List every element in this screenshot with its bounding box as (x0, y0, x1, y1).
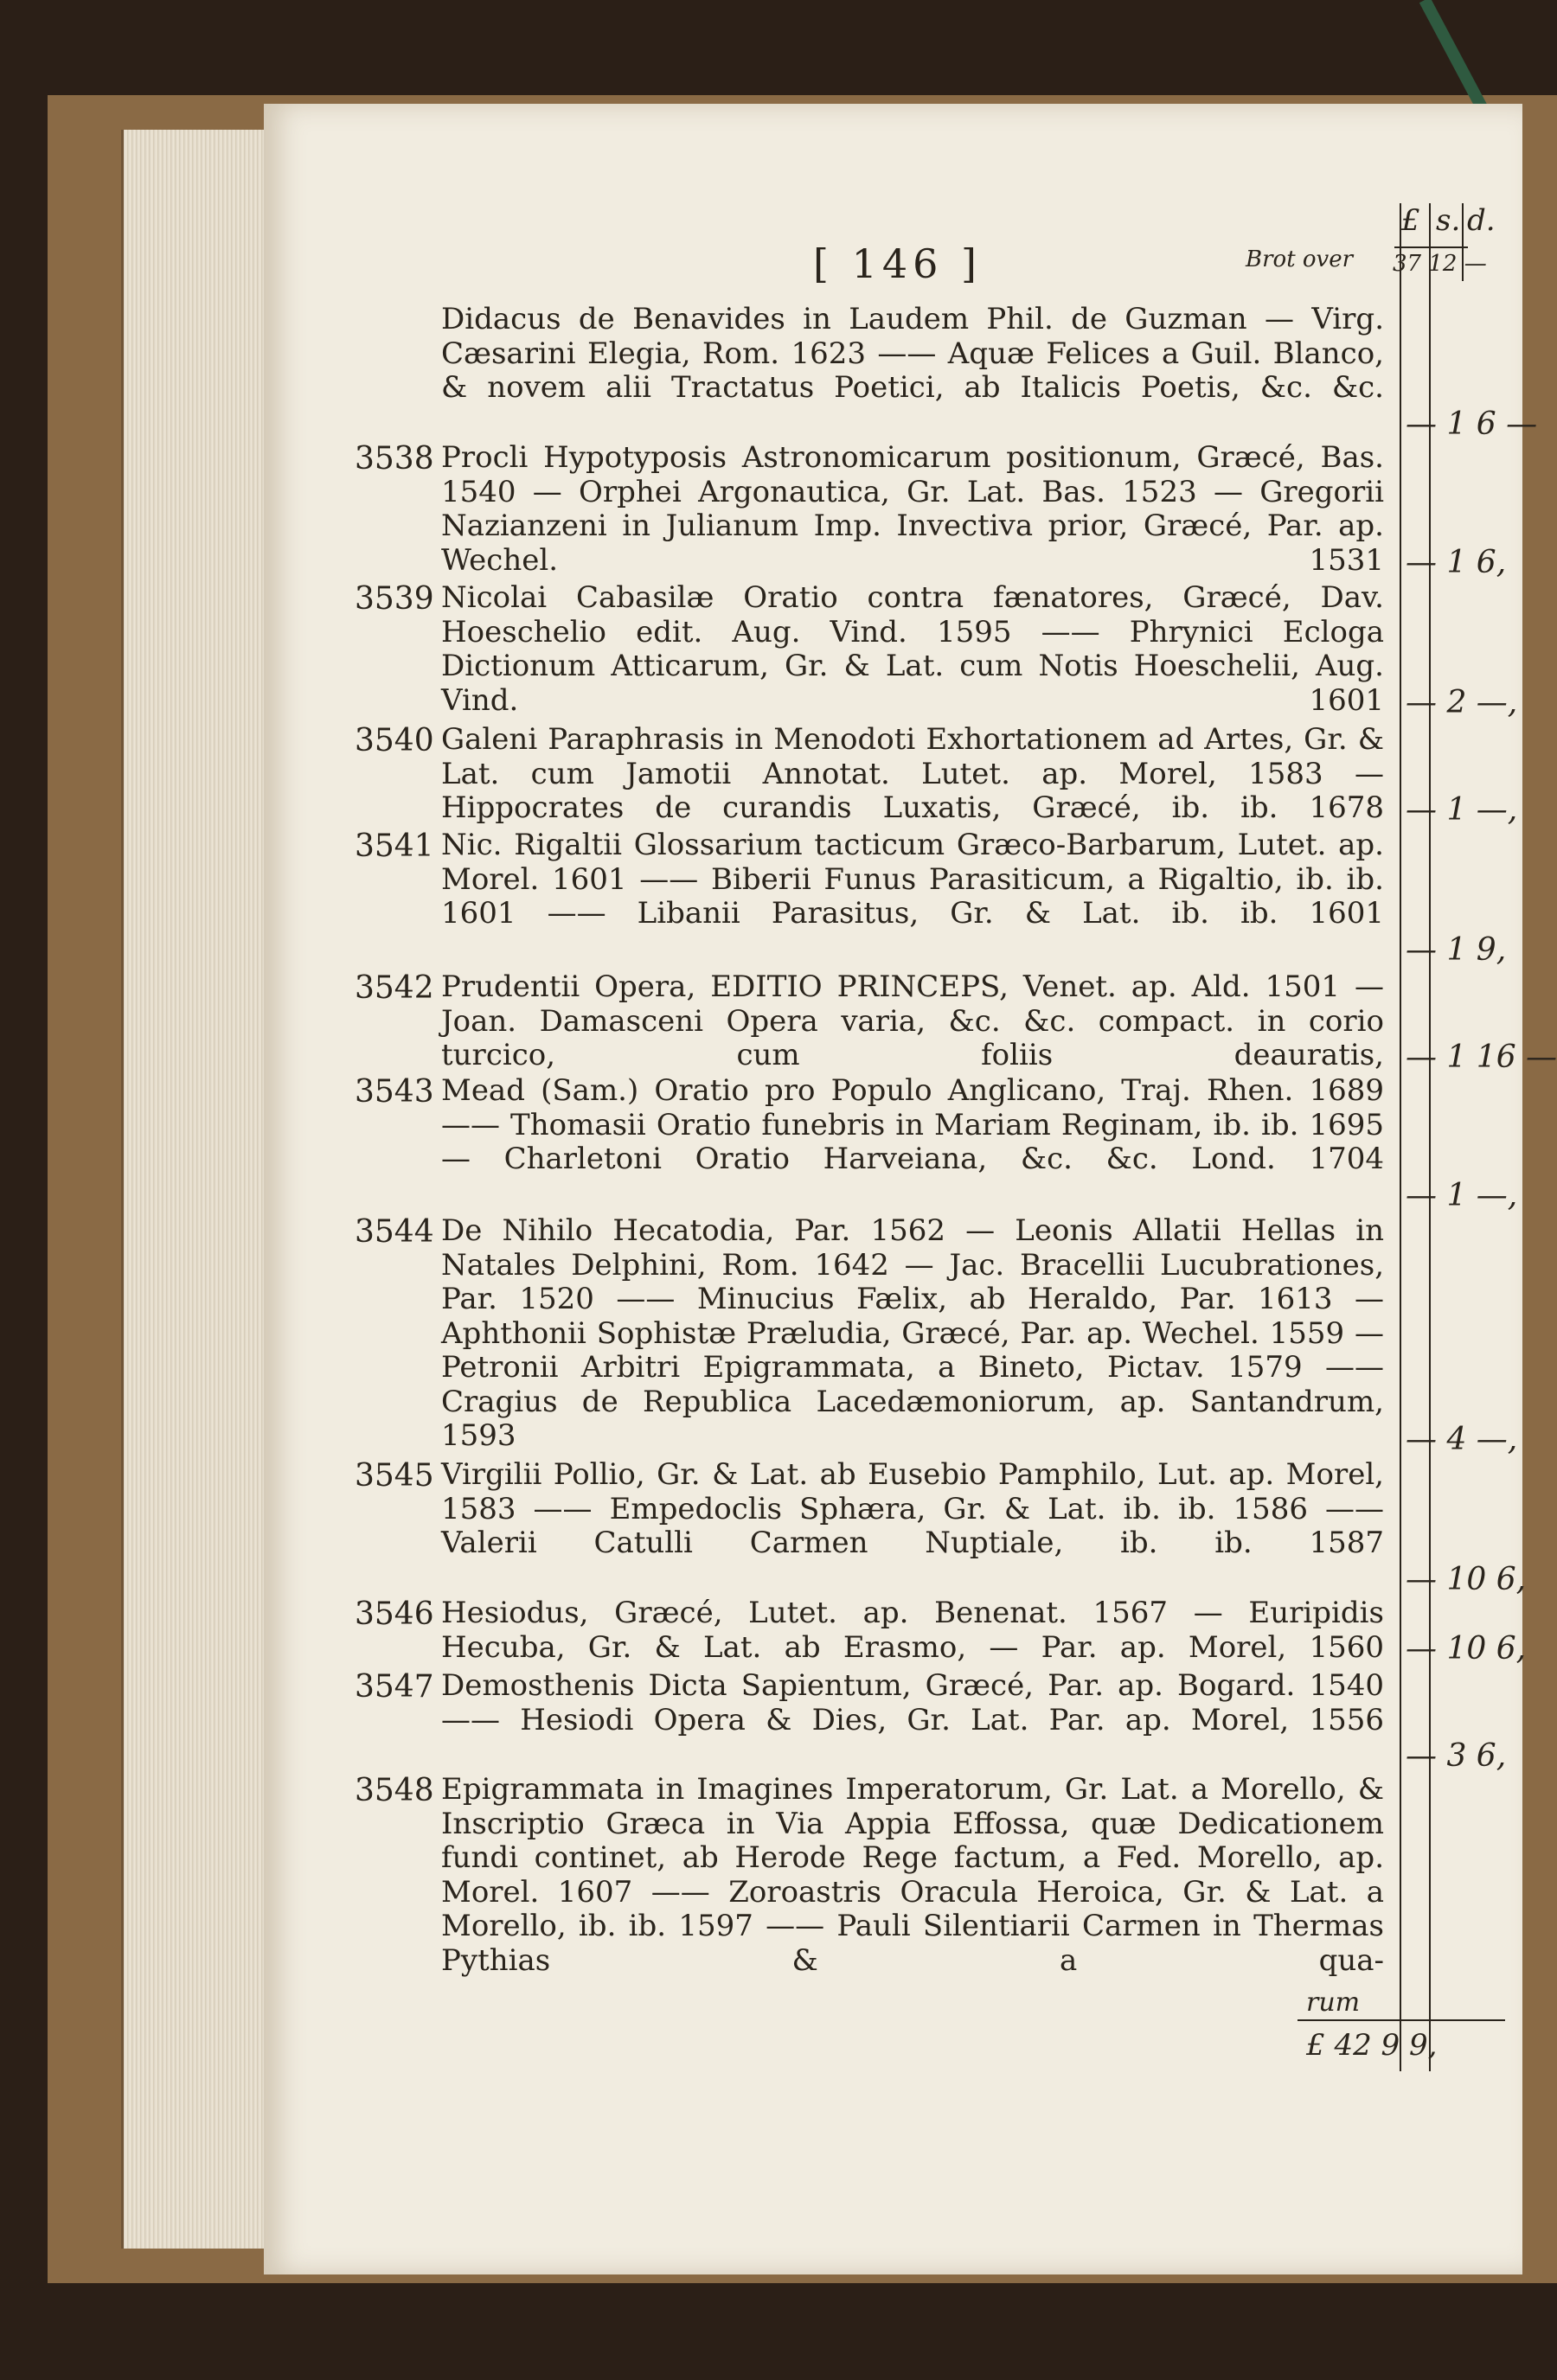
bookmark-ribbon (1419, 0, 1487, 110)
carried-values: 37 12 — (1393, 251, 1487, 277)
lot-price: — 1 16 — (1406, 1040, 1557, 1075)
lot-number: 3539 (355, 581, 434, 617)
column-rule (1400, 203, 1401, 2071)
shillings-column-head: s. (1436, 203, 1461, 238)
entry-description: Mead (Sam.) Oratio pro Populo Anglicano, Traj. Rhen. 1689 —— Thomasii Oratio funebris in Mariam Reginam, ib. ib. 1695 — Charletoni Oratio Harveiana, &c. &c. Lond. 1704 (441, 1073, 1384, 1176)
page-number: [ 146 ] (813, 240, 982, 287)
entry-description: Nicolai Cabasilæ Oratio contra fænatores, Græcé, Dav. Hoeschelio edit. Aug. Vind. 1595 —— Phrynici Ecloga Dictionum Atticarum, Gr. & Lat. cum Notis Hoeschelii, Aug. Vind. 1601 (441, 580, 1384, 718)
catalogue-entry (355, 1457, 1527, 1597)
lot-number: 3548 (355, 1773, 434, 1808)
entry-description: Prudentii Opera, EDITIO PRINCEPS, Venet. ap. Ald. 1501 — Joan. Damasceni Opera varia, &c. &c. compact. in corio turcico, cum foliis deauratis, (441, 969, 1384, 1072)
pounds-column-head: £ (1401, 203, 1420, 238)
entry-description: Virgilii Pollio, Gr. & Lat. ab Eusebio Pamphilo, Lut. ap. Morel, 1583 —— Empedoclis Sphæra, Gr. & Lat. ib. ib. 1586 —— Valerii Catulli Carmen Nuptiale, ib. ib. 1587 (441, 1457, 1384, 1560)
page-edges (121, 130, 271, 2249)
entry-description: Epigrammata in Imagines Imperatorum, Gr. Lat. a Morello, & Inscriptio Græca in Via Appia Effossa, quæ Dedicationem fundi continet, ab Herode Rege factum, a Fed. Morello, ap. Morel. 1607 —— Zoroastris Oracula Heroica, Gr. & Lat. a Morello, ib. ib. 1597 —— Pauli Silentiarii Carmen in Thermas Pythias & a qua- (441, 1772, 1384, 1978)
page-total: £ 42 9 9, (1306, 2028, 1438, 2063)
entry-description: Didacus de Benavides in Laudem Phil. de Guzman — Virg. Cæsarini Elegia, Rom. 1623 —— Aquæ Felices a Guil. Blanco, & novem alii Tractatus Poetici, ab Italicis Poetis, &c. &c. (441, 302, 1384, 405)
catalogue-entry (355, 1668, 1507, 1774)
lot-price: — 1 —, (1406, 1178, 1518, 1213)
lot-price: — 1 6 — (1406, 406, 1538, 442)
lot-number: 3541 (355, 829, 434, 864)
lot-price: — 10 6, (1406, 1631, 1527, 1667)
lot-number: 3540 (355, 723, 434, 758)
entry-description: Galeni Paraphrasis in Menodoti Exhortationem ad Artes, Gr. & Lat. cum Jamotii Annotat. Lutet. ap. Morel, 1583 — Hippocrates de curandis Luxatis, Græcé, ib. ib. 1678 (441, 722, 1384, 825)
lot-number: 3543 (355, 1074, 434, 1110)
lot-price: — 1 9, (1406, 932, 1507, 968)
lot-number: 3542 (355, 970, 434, 1006)
lot-number: 3544 (355, 1214, 434, 1250)
catalogue-entry (355, 1073, 1518, 1213)
pence-column-head: d. (1467, 203, 1496, 238)
lot-price: — 10 6, (1406, 1562, 1527, 1597)
lot-number: 3546 (355, 1596, 434, 1632)
lot-number: 3547 (355, 1669, 434, 1705)
lot-number: 3545 (355, 1458, 434, 1494)
lot-price: — 3 6, (1406, 1738, 1507, 1774)
catchword: rum (1306, 1987, 1361, 2018)
catalogue-entry (355, 580, 1518, 720)
entry-description: Procli Hypotyposis Astronomicarum positionum, Græcé, Bas. 1540 — Orphei Argonautica, Gr. Lat. Bas. 1523 — Gregorii Nazianzeni in Julianum Imp. Invectiva prior, Græcé, Par. ap. Wechel. 1531 (441, 440, 1384, 578)
column-rule (1429, 203, 1431, 2071)
lot-number: 3538 (355, 441, 434, 477)
total-rule (1298, 2019, 1505, 2021)
entry-description: Hesiodus, Græcé, Lutet. ap. Benenat. 1567 — Euripidis Hecuba, Gr. & Lat. ab Erasmo, — Par. ap. Morel, 1560 (441, 1596, 1384, 1665)
lot-price: — 4 —, (1406, 1422, 1518, 1457)
entry-description: Demosthenis Dicta Sapientum, Græcé, Par. ap. Bogard. 1540 —— Hesiodi Opera & Dies, Gr. Lat. Par. ap. Morel, 1556 (441, 1668, 1384, 1737)
catalogue-entry (441, 302, 1538, 442)
catalogue-entry (355, 1596, 1527, 1667)
brought-over-label: Brot over (1246, 246, 1354, 272)
lot-price: — 1 6, (1406, 545, 1507, 580)
catalogue-entry (355, 722, 1518, 828)
catalogue-entry (355, 440, 1507, 580)
entry-description: Nic. Rigaltii Glossarium tacticum Græco-Barbarum, Lutet. ap. Morel. 1601 —— Biberii Funus Parasiticum, a Rigaltio, ib. ib. 1601 —— Libanii Parasitus, Gr. & Lat. ib. ib. 1601 (441, 828, 1384, 931)
catalogue-entry (355, 828, 1507, 968)
catalogue-entry (355, 969, 1557, 1075)
header-rule (1394, 246, 1468, 248)
lot-price: — 1 —, (1406, 792, 1518, 828)
catalogue-entry (355, 1213, 1518, 1457)
catalogue-entry (355, 1772, 1384, 1978)
entry-description: De Nihilo Hecatodia, Par. 1562 — Leonis Allatii Hellas in Natales Delphini, Rom. 1642 — Jac. Bracellii Lucubrationes, Par. 1520 —— Minucius Fælix, ab Heraldo, Par. 1613 — Aphthonii Sophistæ Præludia, Græcé, Par. ap. Wechel. 1559 — Petronii Arbitri Epigrammata, a Bineto, Pictav. 1579 —— Cragius de Republica Lacedæmoniorum, ap. Santandrum, 1593 (441, 1213, 1384, 1453)
lot-price: — 2 —, (1406, 685, 1518, 720)
